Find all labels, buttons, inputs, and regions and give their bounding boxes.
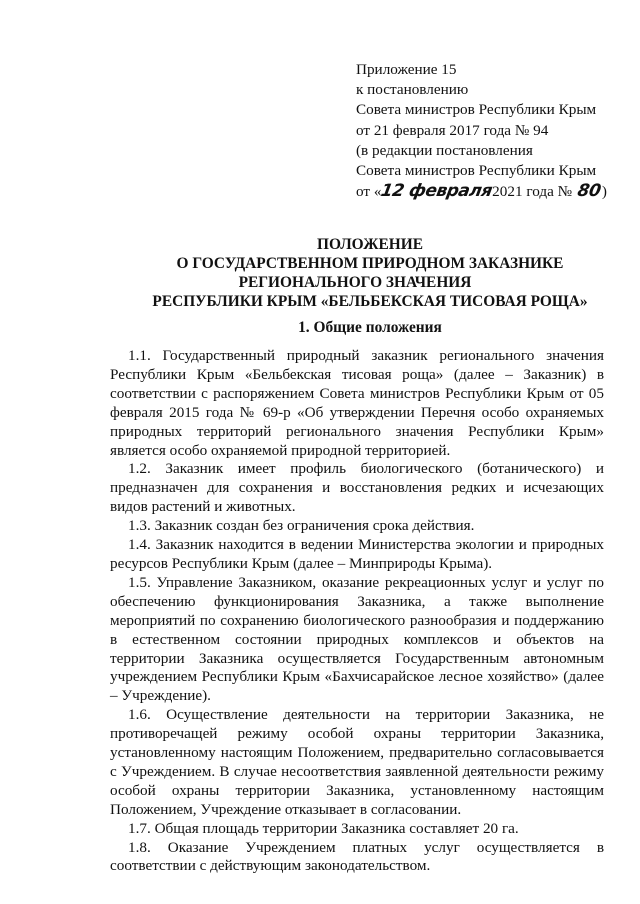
paragraph: 1.6. Осуществление деятельности на территории Заказника, не противоречащей режиму особой охраны территории Заказника, установленному настоящим Положением, предварительно согласовывается с Учреждением. В случае несоответствия заявленной деятельности режиму особой охраны территории Заказника, установленному настоящим Положением, Учреждение отказывает в согласовании. bbox=[110, 706, 604, 818]
appendix-line-signed bbox=[356, 181, 607, 201]
title-line: ПОЛОЖЕНИЕ bbox=[317, 236, 423, 253]
document-body bbox=[110, 347, 604, 876]
appendix-middle: 2021 года № bbox=[492, 183, 573, 201]
handwritten-number: 80 bbox=[575, 181, 603, 202]
appendix-suffix: ) bbox=[601, 183, 607, 201]
paragraph: 1.8. Оказание Учреждением платных услуг осуществляется в соответствии с действующим законодательством. bbox=[110, 838, 604, 875]
paragraph: 1.3. Заказник создан без ограничения срока действия. bbox=[128, 517, 475, 535]
appendix-prefix: от « bbox=[356, 183, 382, 201]
section-heading: 1. Общие положения bbox=[298, 319, 442, 336]
paragraph: 1.1. Государственный природный заказник регионального значения Республики Крым «Бельбекская тисовая роща» (далее – Заказник) в соответствии с распоряжением Совета министров Республики Крым от 05 февраля 2015 года № 69-р «Об утверждении Перечня особо охраняемых природных территорий регионального значения Республики Крым» является особо охраняемой природной территорией. bbox=[110, 347, 604, 459]
paragraph: 1.5. Управление Заказником, оказание рекреационных услуг и услуг по обеспечению функционирования Заказника, а также выполнение мероприятий по сохранению биологического разнообразия и поддержанию в естественном состоянии природных комплексов и объектов на территории Заказника осуществляется Государственным автономным учреждением Республики Крым «Бахчисарайское лесное хозяйство» (далее – Учреждение). bbox=[110, 573, 604, 705]
handwritten-date: 12 февраля bbox=[379, 181, 494, 202]
appendix-line: от 21 февраля 2017 года № 94 bbox=[356, 121, 549, 139]
appendix-line: (в редакции постановления bbox=[356, 141, 533, 159]
appendix-block bbox=[356, 60, 607, 201]
paragraph: 1.7. Общая площадь территории Заказника составляет 20 га. bbox=[128, 819, 519, 837]
appendix-line: Совета министров Республики Крым bbox=[356, 101, 597, 119]
appendix-line: к постановлению bbox=[356, 81, 469, 99]
document-title bbox=[110, 235, 630, 311]
appendix-line: Приложение 15 bbox=[356, 61, 457, 78]
title-line: О ГОСУДАРСТВЕННОМ ПРИРОДНОМ ЗАКАЗНИКЕ bbox=[176, 255, 564, 272]
title-line: РЕГИОНАЛЬНОГО ЗНАЧЕНИЯ bbox=[238, 274, 472, 291]
paragraph: 1.2. Заказник имеет профиль биологического (ботанического) и предназначен для сохранения и восстановления редких и исчезающих видов растений и животных. bbox=[110, 460, 604, 516]
title-line: РЕСПУБЛИКИ КРЫМ «БЕЛЬБЕКСКАЯ ТИСОВАЯ РОЩА» bbox=[152, 293, 588, 310]
paragraph: 1.4. Заказник находится в ведении Министерства экологии и природных ресурсов Республики Крым (далее – Минприроды Крыма). bbox=[110, 536, 604, 572]
appendix-line: Совета министров Республики Крым bbox=[356, 161, 597, 179]
